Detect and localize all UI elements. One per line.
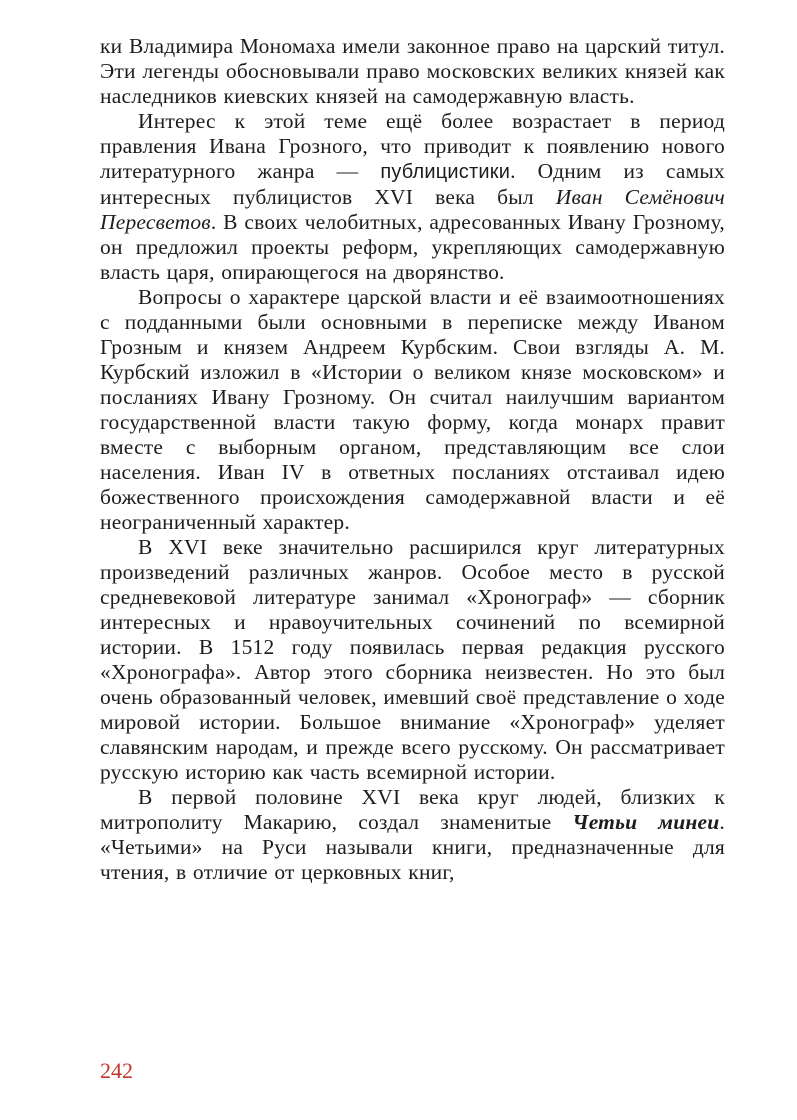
text-segment-italic: Иван Семёнович Пересветов (100, 185, 725, 234)
paragraph (100, 785, 725, 885)
paragraph (100, 34, 725, 109)
text-segment-term: публицистики (380, 161, 511, 183)
text-segment: . Одним из самых интересных публицистов XVI века был (100, 159, 725, 209)
paragraph (100, 285, 725, 535)
paragraph (100, 535, 725, 785)
text-segment-bolditalic: Четьи минеи (572, 810, 720, 834)
text-segment: . «Четьими» на Руси называли книги, предназначенные для чтения, в отличие от церковных книг, (100, 810, 725, 884)
text-segment: . В своих челобитных, адресованных Ивану Грозному, он предложил проекты реформ, укрепляющих самодержавную власть царя, опирающегося на дворянство. (100, 210, 725, 284)
text-segment: В первой половине XVI века круг людей, близких к митрополиту Макарию, создал знаменитые (100, 785, 725, 834)
page-number: 242 (100, 1058, 133, 1083)
text-segment: ки Владимира Мономаха имели законное право на царский титул. Эти легенды обосновывали право московских великих князей как наследников киевских князей на самодержавную власть. (100, 34, 725, 108)
text-segment: В XVI веке значительно расширился круг литературных произведений различных жанров. Особое место в русской средневековой литературе занимал «Хронограф» — сборник интересных и нравоучительных сочинений по всемирной истории. В 1512 году появилась первая редакция русского «Хронографа». Автор этого сборника неизвестен. Но это был очень образованный человек, имевший своё представление о ходе мировой истории. Большое внимание «Хронограф» уделяет славянским народам, и прежде всего русскому. Он рассматривает русскую историю как часть всемирной истории. (100, 535, 725, 784)
text-segment: Вопросы о характере царской власти и её взаимоотношениях с подданными были основными в переписке между Иваном Грозным и князем Андреем Курбским. Свои взгляды А. М. Курбский изложил в «Истории о великом князе московском» и посланиях Ивану Грозному. Он считал наилучшим вариантом государственной власти такую форму, когда монарх правит вместе с выборным органом, представляющим все слои населения. Иван IV в ответных посланиях отстаивал идею божественного происхождения самодержавной власти и её неограниченный характер. (100, 285, 725, 534)
paragraph (100, 109, 725, 285)
text-segment: Интерес к этой теме ещё более возрастает в период правления Ивана Грозного, что приводит к появлению нового литературного жанра — (100, 109, 725, 183)
text-block (100, 34, 725, 885)
